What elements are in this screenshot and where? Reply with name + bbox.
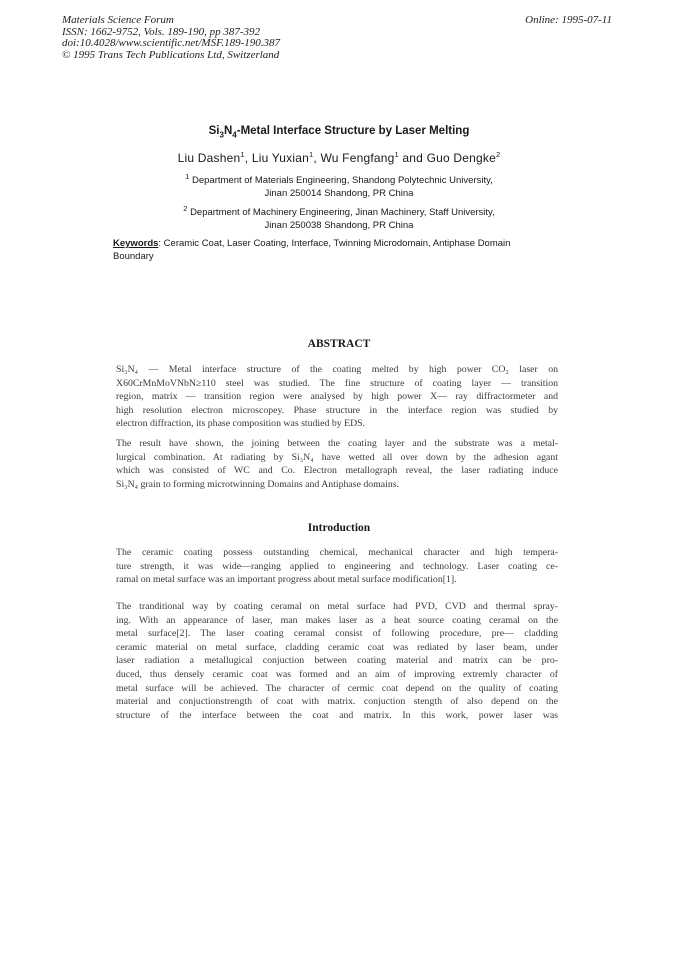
introduction-paragraph xyxy=(116,600,558,722)
affiliation-line: Department of Materials Engineering, Shandong Polytechnic University, xyxy=(191,175,493,187)
affiliation-mark: 1 xyxy=(394,150,399,159)
text-line: Si₃N₄ — Metal interface structure of the coating melted by high power CO₂ laser on xyxy=(116,364,558,375)
keywords-label: Keywords xyxy=(113,238,159,249)
author-name: Liu Yuxian xyxy=(251,151,309,165)
paper-title xyxy=(0,125,678,139)
introduction-paragraph xyxy=(116,546,558,587)
text-line: The ceramic coating possess outstanding chemical, mechanical character and high tempera- xyxy=(116,547,558,558)
text-line: The tranditional way by coating ceramal on metal surface had PVD, CVD and thermal spray- xyxy=(116,601,558,612)
affiliation-line: Jinan 250038 Shandong, PR China xyxy=(264,220,414,232)
title-subscript: 4 xyxy=(232,130,237,140)
text-line: electron diffraction, its phase composition was studied by EDS. xyxy=(116,418,366,430)
affiliation-mark: 2 xyxy=(183,204,188,213)
affiliation-mark: 1 xyxy=(309,150,314,159)
text-line: material and conjuctionstrength of coat with matrix. conjuction stength of also depend on the xyxy=(116,696,558,708)
text-line: ramal on metal surface was an important progress about metal surface modification[1]. xyxy=(116,574,457,586)
keywords-text: : Ceramic Coat, Laser Coating, Interface, Twinning Microdomain, Antiphase Domain xyxy=(158,238,511,249)
text-line: ing. With an appearance of laser, man makes laser as a heat source coating ceramal on the xyxy=(116,614,558,626)
doi-line: doi:10.4028/www.scientific.net/MSF.189-190.387 xyxy=(62,37,281,49)
author-name: Wu Fengfang xyxy=(320,151,395,165)
author-name: Guo Dengke xyxy=(426,151,496,165)
text-line: region, matrix — transition region were analysed by high power X— ray diffractormeter and xyxy=(116,391,558,403)
introduction-heading: Introduction xyxy=(307,522,371,534)
issn-line: ISSN: 1662-9752, Vols. 189-190, pp 387-392 xyxy=(62,25,260,38)
title-part: -Metal Interface Structure by Laser Melting xyxy=(236,125,470,137)
affiliation-1 xyxy=(0,170,678,200)
text-line: duced, thus densely ceramic coat was formed and an aim of improving extremly character of xyxy=(116,668,558,680)
publication-header xyxy=(62,15,280,61)
abstract-paragraph xyxy=(116,363,558,431)
title-subscript: 3 xyxy=(219,130,224,140)
author-name: Liu Dashen xyxy=(177,151,241,165)
copyright-line: © 1995 Trans Tech Publications Ltd, Switzerland xyxy=(62,48,280,61)
title-part: N xyxy=(223,125,233,137)
abstract-heading: ABSTRACT xyxy=(307,338,371,350)
affiliation-line: Department of Machinery Engineering, Jinan Machinery, Staff University, xyxy=(190,207,495,219)
text-line: lurgical combination. At radiating by Si₃N₄ have wetted all over down by the adhesion agant xyxy=(116,451,558,463)
text-line: metal surface[2]. The laser coating ceramal consist of following procedure, pre— cladding xyxy=(116,628,558,640)
online-date: Online: 1995-07-11 xyxy=(525,14,612,26)
text-line: ture strength, it was wide—ranging applied to engineering and technology. Laser coating ce- xyxy=(116,560,558,572)
affiliation-mark: 2 xyxy=(495,150,501,159)
affiliation-mark: 1 xyxy=(185,172,190,181)
text-line: which was consisted of WC and Co. Electron metallograph reveal, the laser radiating induce xyxy=(116,465,558,477)
journal-name: Materials Science Forum xyxy=(62,14,174,26)
text-line: Si₃N₄ grain to forming microtwinning Domains and Antiphase domains. xyxy=(116,478,400,490)
keywords xyxy=(113,237,563,263)
text-line: metal surface will be achieved. The character of cermic coat depend on the quality of coating xyxy=(116,682,558,694)
text-line: high resolution electron microscopey. Phase structure in the interface region was studied by xyxy=(116,404,558,416)
author-separator: , xyxy=(244,151,252,165)
affiliation-2 xyxy=(0,202,678,232)
author-separator: and xyxy=(398,151,427,165)
author-list xyxy=(0,150,678,165)
text-line: structure of the interface between the coat and matrix. In this work, power laser was xyxy=(116,709,558,721)
title-part: Si xyxy=(208,125,220,137)
keywords-text-continued: Boundary xyxy=(113,251,154,262)
affiliation-line: Jinan 250014 Shandong, PR China xyxy=(264,188,414,200)
text-line: The result have shown, the joining between the coating layer and the substrate was a metal- xyxy=(116,438,558,449)
text-line: X60CrMnMoVNbN≥110 steel was studied. The fine structure of coating layer — transition xyxy=(116,377,558,389)
affiliation-mark: 1 xyxy=(240,150,245,159)
abstract-paragraph xyxy=(116,437,558,491)
text-line: ceramic material on metal surface, cladding ceramic coat was rediated by laser beam, under xyxy=(116,641,558,653)
text-line: laser radiation a metallugical conjuction between coating material and matrix can be pro- xyxy=(116,655,558,667)
author-separator: , xyxy=(313,151,321,165)
